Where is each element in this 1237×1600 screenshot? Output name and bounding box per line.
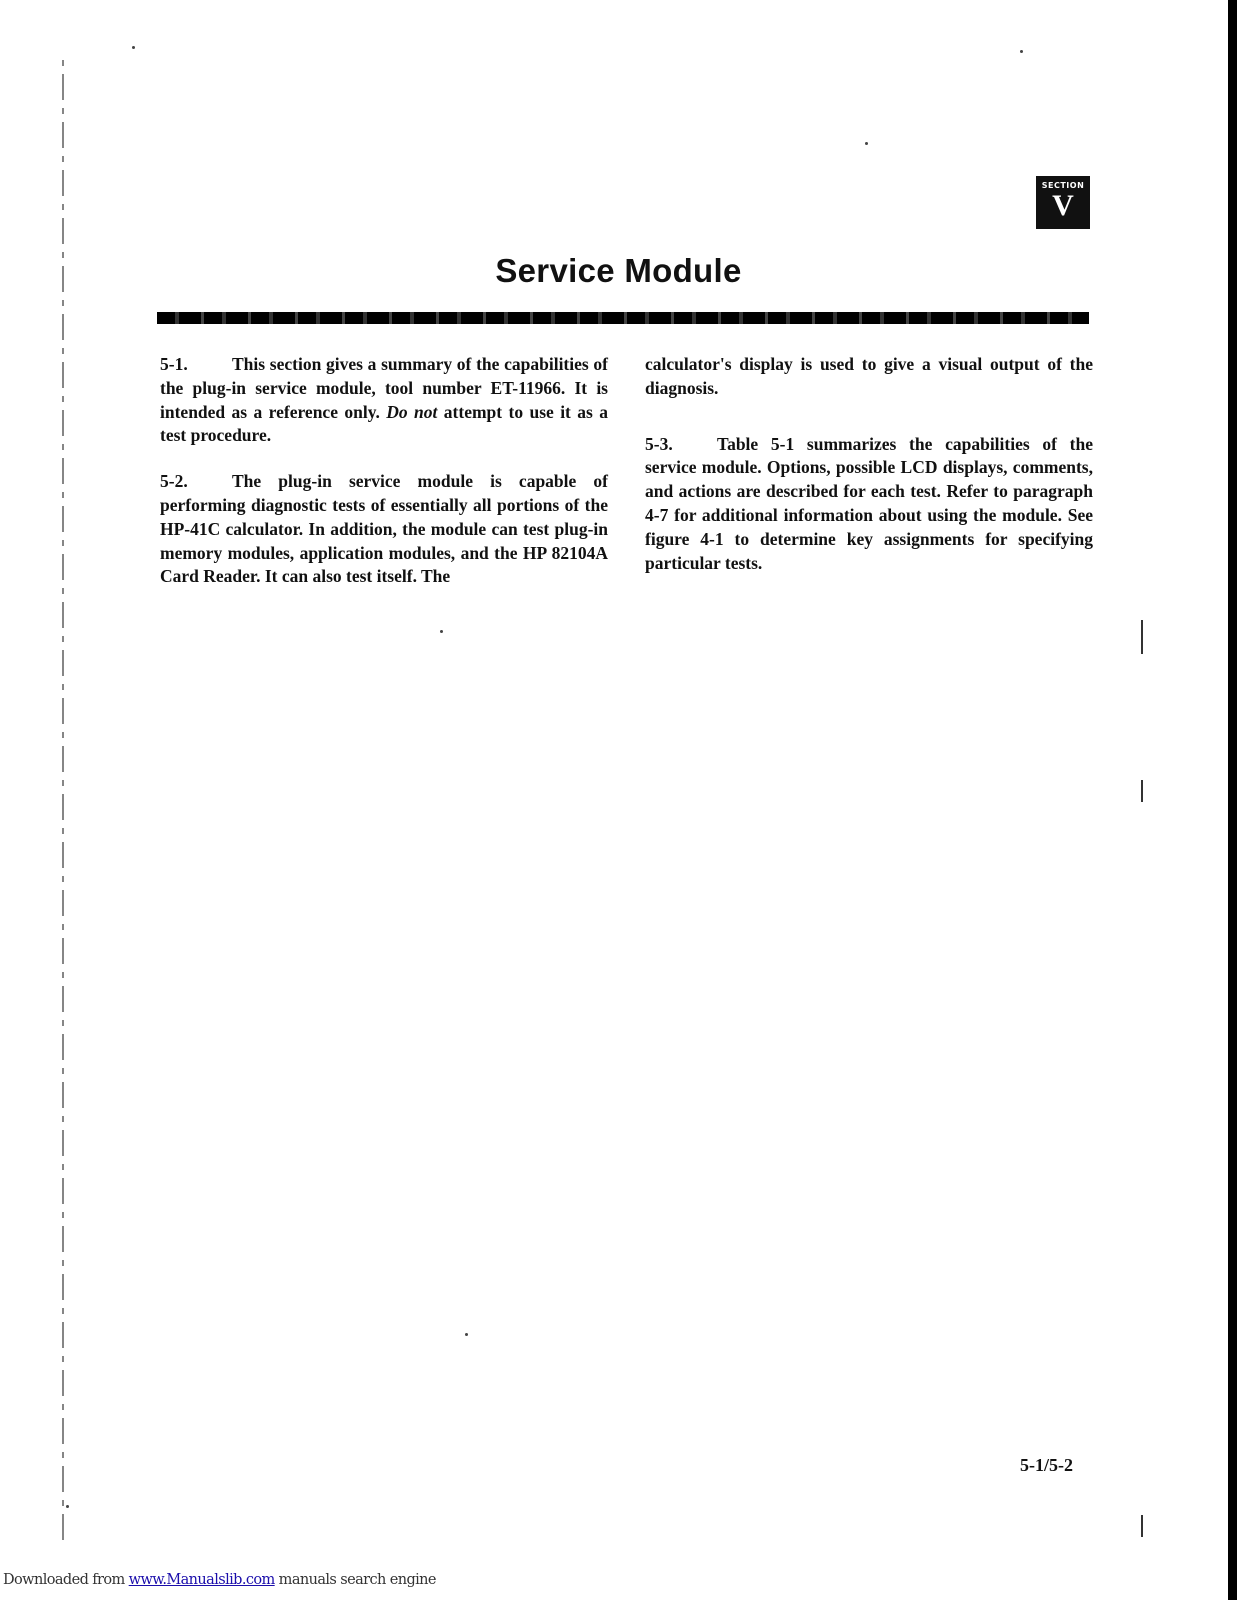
paragraph-5-2-continued: calculator's display is used to give a visual output of the diagnosis.: [645, 354, 1093, 398]
footer-prefix: Downloaded from: [3, 1572, 129, 1588]
scan-speck: [440, 630, 443, 633]
scan-speck: [465, 1333, 468, 1336]
paragraph-5-3: [645, 433, 1093, 576]
scan-speck: [1020, 50, 1023, 53]
paragraph-number: 5-3.: [645, 433, 673, 454]
paragraph-number: 5-2.: [160, 471, 188, 492]
paragraph-text: Table 5-1 summarizes the capabilities of the service module. Options, possible LCD displays, comments, and actions are described for each test. Refer to paragraph 4-7 for additional information about using the module. See figure 4-1 to determine key assignments for specifying particular tests.: [645, 433, 1093, 573]
paragraph-text: This section gives a summary of the capabilities of the plug-in service module, tool number ET-11966. It is intended as a reference only.: [160, 354, 608, 422]
paragraph-number: 5-1.: [160, 354, 188, 374]
title-divider: [157, 312, 1089, 324]
footer-suffix: manuals search engine: [274, 1572, 436, 1588]
scan-speck: [66, 1505, 69, 1508]
scan-mark: [1141, 780, 1143, 802]
page-title: Service Module: [495, 252, 742, 289]
section-badge: [1036, 176, 1090, 229]
manualslib-link[interactable]: www.Manualslib.com: [128, 1572, 275, 1588]
download-footer: [3, 1572, 436, 1588]
paragraph-text: attempt to use it as a test procedure.: [160, 401, 608, 446]
paragraph-text: The plug-in service module is capable of performing diagnostic tests of essentially all portions of the HP-41C calculator. In addition, the module can test plug-in memory modules, application modules, and the HP 82104A Card Reader. It can also test itself. The: [160, 471, 608, 587]
scan-mark: [1141, 620, 1143, 654]
scan-mark: [1141, 1515, 1143, 1537]
page-number: 5-1/5-2: [1020, 1455, 1073, 1475]
scan-speck: [865, 142, 868, 145]
paragraph-5-2: [160, 470, 608, 589]
scan-speck: [132, 46, 135, 49]
section-badge-label: SECTION: [1041, 181, 1085, 190]
emphasis-text: Do not: [386, 401, 438, 422]
section-number: V: [1052, 189, 1074, 222]
paragraph-5-1: [160, 353, 608, 448]
right-column: [645, 353, 1093, 597]
left-column: [160, 353, 608, 611]
scan-edge: [1228, 0, 1237, 1600]
